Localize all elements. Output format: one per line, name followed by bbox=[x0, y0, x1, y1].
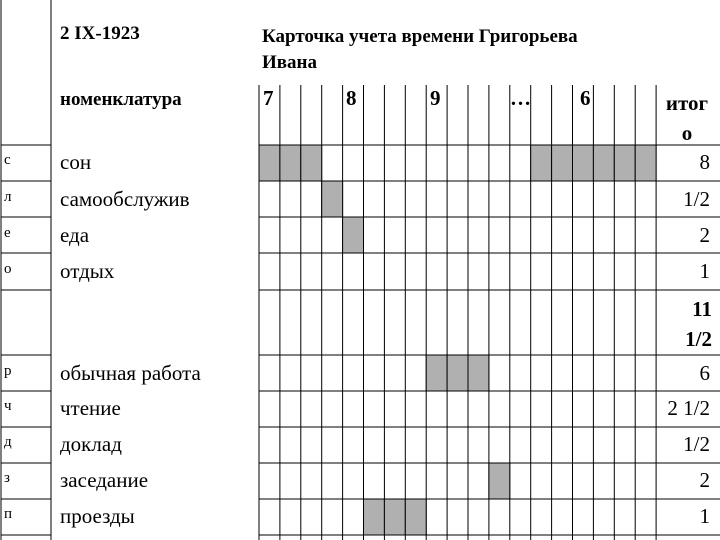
shaded-time-cell bbox=[531, 145, 552, 181]
card-title-line2: Ивана bbox=[262, 52, 317, 73]
hour-mark-8: 8 bbox=[346, 86, 357, 110]
row-code: е bbox=[4, 225, 11, 241]
shaded-time-cell bbox=[489, 463, 510, 499]
shaded-time-cell bbox=[614, 145, 635, 181]
total-header-line2: о bbox=[681, 121, 693, 145]
shaded-time-cell bbox=[343, 217, 364, 253]
hour-mark-9: 9 bbox=[430, 86, 441, 110]
row-total: 1/2 bbox=[683, 432, 710, 456]
subtotal-line2: 1/2 bbox=[685, 327, 712, 351]
row-code: з bbox=[4, 470, 10, 486]
row-name: обычная работа bbox=[60, 361, 201, 385]
row-total: 1 bbox=[699, 504, 710, 528]
row-total: 6 bbox=[699, 361, 710, 385]
row-name: еда bbox=[60, 223, 90, 247]
row-code: с bbox=[4, 152, 11, 168]
shaded-time-cell bbox=[280, 145, 301, 181]
row-name: проезды bbox=[60, 504, 135, 528]
hour-mark-ellipsis: … bbox=[510, 86, 531, 110]
row-total: 2 1/2 bbox=[667, 396, 710, 420]
shaded-time-cell bbox=[635, 145, 656, 181]
shaded-time-cell bbox=[447, 355, 468, 391]
total-header-line1: итог bbox=[665, 91, 709, 115]
card-title-line1: Карточка учета времени Григорьева bbox=[262, 26, 578, 47]
row-name: отдых bbox=[60, 259, 115, 283]
row-name: доклад bbox=[60, 432, 122, 456]
row-total: 1/2 bbox=[683, 187, 710, 211]
shaded-time-cell bbox=[426, 355, 447, 391]
row-total: 1 bbox=[699, 259, 710, 283]
row-code: р bbox=[4, 363, 12, 379]
row-code: п bbox=[4, 506, 13, 522]
total-header bbox=[662, 88, 712, 148]
shaded-time-cell bbox=[405, 499, 426, 535]
subtotal bbox=[685, 294, 712, 354]
shaded-time-cell bbox=[468, 355, 489, 391]
row-name: чтение bbox=[60, 396, 121, 420]
card-date: 2 IX-1923 bbox=[60, 23, 140, 44]
row-total: 2 bbox=[699, 223, 710, 247]
subtotal-line1: 11 bbox=[692, 297, 712, 321]
row-code: о bbox=[4, 261, 12, 277]
shaded-time-cell bbox=[301, 145, 322, 181]
shaded-time-cell bbox=[552, 145, 573, 181]
shaded-time-cell bbox=[259, 145, 280, 181]
shaded-time-cell bbox=[573, 145, 594, 181]
hour-mark-6: 6 bbox=[580, 86, 591, 110]
row-code: д bbox=[4, 434, 12, 450]
card-title bbox=[262, 24, 578, 76]
row-code: ч bbox=[4, 398, 12, 414]
row-code: л bbox=[4, 189, 12, 205]
row-total: 8 bbox=[699, 150, 710, 174]
shaded-time-cell bbox=[322, 181, 343, 217]
hour-mark-7: 7 bbox=[263, 86, 274, 110]
row-name: сон bbox=[60, 150, 92, 174]
shaded-time-cell bbox=[593, 145, 614, 181]
shaded-time-cell bbox=[364, 499, 385, 535]
row-total: 2 bbox=[699, 468, 710, 492]
shaded-time-cell bbox=[384, 499, 405, 535]
row-name: самообслужив bbox=[60, 187, 190, 211]
nomenclature-header: номенклатура bbox=[60, 89, 182, 110]
row-name: заседание bbox=[60, 468, 149, 492]
